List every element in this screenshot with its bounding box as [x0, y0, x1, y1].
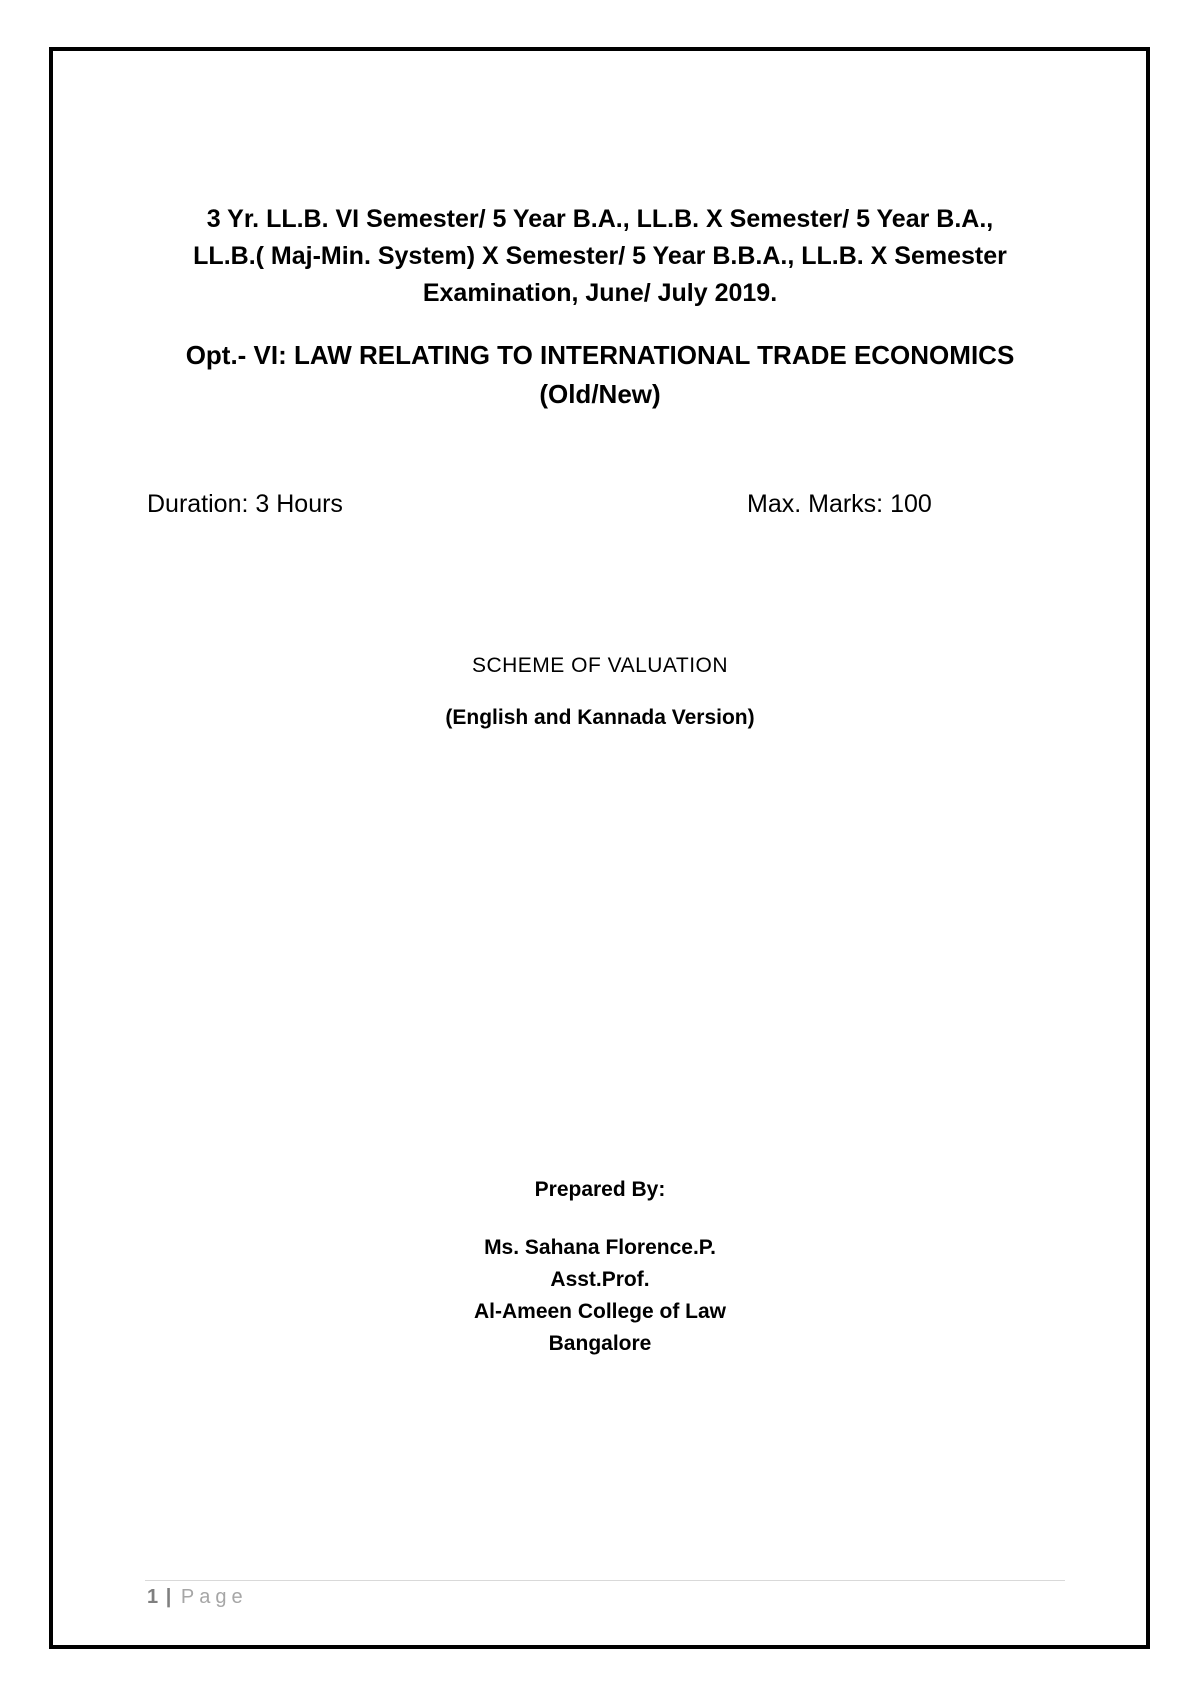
exam-heading-line: LL.B.( Maj-Min. System) X Semester/ 5 Year B.B.A., LL.B. X Semester — [193, 242, 1007, 270]
page-footer — [147, 1586, 248, 1609]
scheme-version: (English and Kannada Version) — [445, 706, 755, 729]
footer-separator: | — [165, 1586, 172, 1608]
subject-heading-line: Opt.- VI: LAW RELATING TO INTERNATIONAL TRADE ECONOMICS — [185, 340, 1015, 370]
page-number: 1 — [147, 1586, 159, 1608]
max-marks-text: Max. Marks: 100 — [747, 490, 932, 518]
preparer-details — [0, 1232, 1200, 1360]
preparer-name: Ms. Sahana Florence.P. — [484, 1236, 716, 1259]
duration-text: Duration: 3 Hours — [147, 490, 343, 518]
prepared-by-label: Prepared By: — [534, 1178, 666, 1201]
scheme-title: SCHEME OF VALUATION — [471, 654, 729, 677]
exam-heading-line: 3 Yr. LL.B. VI Semester/ 5 Year B.A., LL.B. X Semester/ 5 Year B.A., — [206, 205, 994, 233]
preparer-city: Bangalore — [548, 1332, 652, 1355]
exam-heading — [140, 201, 1060, 312]
preparer-designation: Asst.Prof. — [550, 1268, 650, 1291]
exam-heading-line: Examination, June/ July 2019. — [422, 279, 778, 307]
page-word: Page — [180, 1586, 248, 1608]
preparer-college: Al-Ameen College of Law — [473, 1300, 727, 1323]
subject-heading-line: (Old/New) — [539, 379, 661, 409]
subject-heading — [140, 336, 1060, 414]
footer-divider — [145, 1580, 1065, 1581]
